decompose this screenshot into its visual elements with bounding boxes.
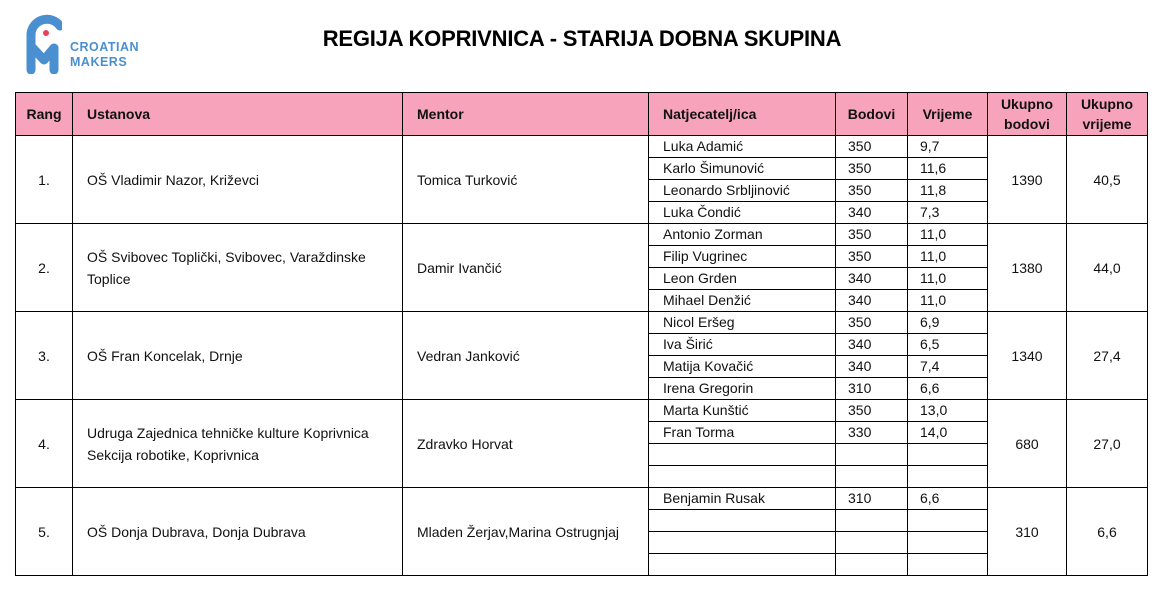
institution-cell: OŠ Donja Dubrava, Donja Dubrava	[73, 488, 403, 576]
col-header-mentor: Mentor	[403, 93, 649, 136]
competitor-name-cell: Leonardo Srbljinović	[649, 180, 836, 202]
rank-cell: 2.	[16, 224, 73, 312]
competitor-time-cell: 11,0	[908, 268, 988, 290]
table-row	[16, 312, 1148, 334]
competitor-name-cell	[649, 510, 836, 532]
total-time-cell: 6,6	[1067, 488, 1148, 576]
page-title-text: REGIJA KOPRIVNICA - STARIJA DOBNA SKUPINA	[322, 26, 842, 51]
competitor-name-cell	[649, 554, 836, 576]
competitor-time-cell: 6,6	[908, 378, 988, 400]
competitor-name-cell: Fran Torma	[649, 422, 836, 444]
competitor-name-cell: Filip Vugrinec	[649, 246, 836, 268]
competitor-time-cell: 11,0	[908, 224, 988, 246]
competitor-time-cell: 7,3	[908, 202, 988, 224]
competitor-name-cell: Luka Adamić	[649, 136, 836, 158]
competitor-time-cell: 6,6	[908, 488, 988, 510]
total-points-cell: 1390	[988, 136, 1067, 224]
results-table	[15, 92, 1148, 576]
competitor-points-cell: 350	[836, 136, 908, 158]
rank-cell: 1.	[16, 136, 73, 224]
mentor-cell: Damir Ivančić	[403, 224, 649, 312]
total-points-cell: 1340	[988, 312, 1067, 400]
competitor-name-cell: Irena Gregorin	[649, 378, 836, 400]
competitor-time-cell: 9,7	[908, 136, 988, 158]
competitor-points-cell: 310	[836, 488, 908, 510]
col-header-ustanova: Ustanova	[73, 93, 403, 136]
total-time-cell: 40,5	[1067, 136, 1148, 224]
competitor-time-cell	[908, 554, 988, 576]
competitor-time-cell: 11,0	[908, 246, 988, 268]
competitor-points-cell: 350	[836, 400, 908, 422]
competitor-name-cell	[649, 532, 836, 554]
competitor-points-cell	[836, 554, 908, 576]
rank-cell: 3.	[16, 312, 73, 400]
total-points-cell: 680	[988, 400, 1067, 488]
col-header-vrijeme: Vrijeme	[908, 93, 988, 136]
col-header-rang: Rang	[16, 93, 73, 136]
competitor-points-cell: 350	[836, 246, 908, 268]
mentor-cell: Tomica Turković	[403, 136, 649, 224]
competitor-name-cell	[649, 444, 836, 466]
rank-cell: 5.	[16, 488, 73, 576]
competitor-time-cell	[908, 466, 988, 488]
mentor-cell: Vedran Janković	[403, 312, 649, 400]
total-time-cell: 27,4	[1067, 312, 1148, 400]
col-header-ukupno-vrijeme: Ukupno vrijeme	[1067, 93, 1148, 136]
total-points-cell: 1380	[988, 224, 1067, 312]
total-time-cell: 44,0	[1067, 224, 1148, 312]
competitor-time-cell: 11,8	[908, 180, 988, 202]
competitor-name-cell: Antonio Zorman	[649, 224, 836, 246]
competitor-name-cell: Matija Kovačić	[649, 356, 836, 378]
competitor-points-cell	[836, 532, 908, 554]
competitor-time-cell: 11,6	[908, 158, 988, 180]
competitor-points-cell: 330	[836, 422, 908, 444]
mentor-cell: Mladen Žerjav,Marina Ostrugnjaj	[403, 488, 649, 576]
institution-cell: Udruga Zajednica tehničke kulture Koprivnica Sekcija robotike, Koprivnica	[73, 400, 403, 488]
competitor-time-cell: 7,4	[908, 356, 988, 378]
competitor-name-cell: Luka Čondić	[649, 202, 836, 224]
table-header-row	[16, 93, 1148, 136]
logo-line-2: MAKERS	[70, 55, 128, 69]
rank-cell: 4.	[16, 400, 73, 488]
competitor-name-cell: Karlo Šimunović	[649, 158, 836, 180]
competitor-points-cell: 350	[836, 312, 908, 334]
competitor-time-cell: 14,0	[908, 422, 988, 444]
competitor-time-cell	[908, 532, 988, 554]
competitor-time-cell: 6,9	[908, 312, 988, 334]
total-time-cell: 27,0	[1067, 400, 1148, 488]
competitor-time-cell: 11,0	[908, 290, 988, 312]
competitor-name-cell: Iva Širić	[649, 334, 836, 356]
competitor-points-cell	[836, 466, 908, 488]
competitor-name-cell: Marta Kunštić	[649, 400, 836, 422]
institution-cell: OŠ Fran Koncelak, Drnje	[73, 312, 403, 400]
table-row	[16, 488, 1148, 510]
competitor-points-cell: 310	[836, 378, 908, 400]
col-header-bodovi: Bodovi	[836, 93, 908, 136]
competitor-name-cell: Benjamin Rusak	[649, 488, 836, 510]
col-header-natjecatelj: Natjecatelj/ica	[649, 93, 836, 136]
competitor-points-cell: 340	[836, 268, 908, 290]
col-header-ukupno-bodovi: Ukupno bodovi	[988, 93, 1067, 136]
competitor-time-cell	[908, 510, 988, 532]
competitor-points-cell: 350	[836, 224, 908, 246]
competitor-points-cell: 350	[836, 180, 908, 202]
competitor-points-cell	[836, 510, 908, 532]
table-row	[16, 136, 1148, 158]
competitor-time-cell: 13,0	[908, 400, 988, 422]
competitor-time-cell: 6,5	[908, 334, 988, 356]
mentor-cell: Zdravko Horvat	[403, 400, 649, 488]
competitor-name-cell: Nicol Eršeg	[649, 312, 836, 334]
table-row	[16, 400, 1148, 422]
institution-cell: OŠ Svibovec Toplički, Svibovec, Varaždinske Toplice	[73, 224, 403, 312]
competitor-points-cell	[836, 444, 908, 466]
competitor-points-cell: 340	[836, 356, 908, 378]
competitor-points-cell: 340	[836, 290, 908, 312]
competitor-time-cell	[908, 444, 988, 466]
competitor-points-cell: 340	[836, 334, 908, 356]
logo-line-1: CROATIAN	[70, 40, 140, 54]
table-row	[16, 224, 1148, 246]
institution-cell: OŠ Vladimir Nazor, Križevci	[73, 136, 403, 224]
total-points-cell: 310	[988, 488, 1067, 576]
competitor-points-cell: 350	[836, 158, 908, 180]
competitor-name-cell: Leon Grden	[649, 268, 836, 290]
competitor-name-cell: Mihael Denžić	[649, 290, 836, 312]
competitor-points-cell: 340	[836, 202, 908, 224]
competitor-name-cell	[649, 466, 836, 488]
page-title	[0, 26, 1162, 52]
